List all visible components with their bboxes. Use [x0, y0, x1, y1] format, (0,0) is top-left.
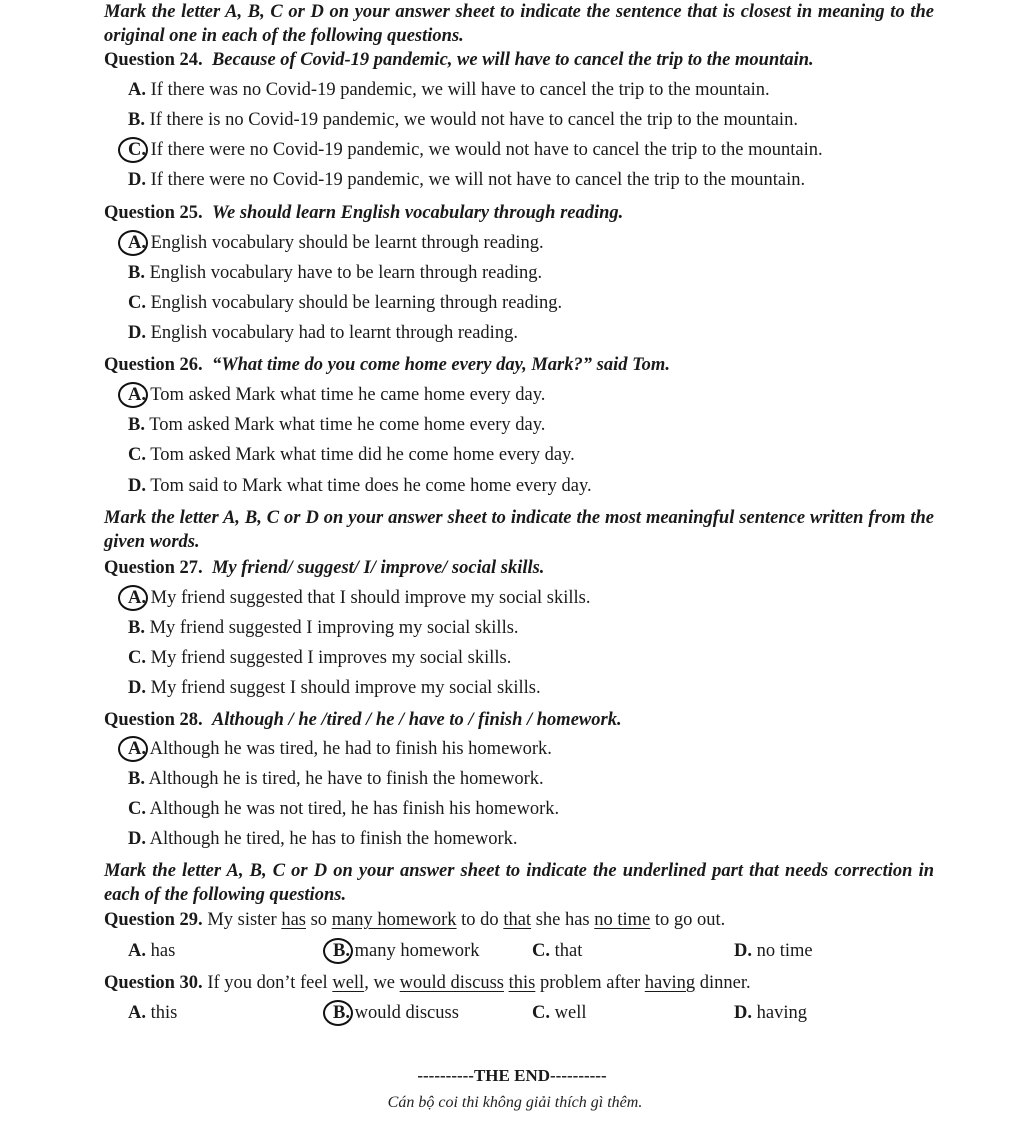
- option-letter: B.: [128, 263, 145, 283]
- q26-option-b[interactable]: [128, 413, 988, 437]
- q24-option-d[interactable]: [128, 168, 988, 192]
- q24-option-a[interactable]: [128, 78, 988, 102]
- option-text: no time: [756, 941, 813, 961]
- option-text: Although he tired, he has to finish the homework.: [149, 829, 518, 849]
- option-letter: C.: [128, 799, 146, 819]
- option-letter: D.: [128, 323, 146, 343]
- q28-option-b[interactable]: [128, 767, 988, 791]
- option-text: having: [756, 1003, 807, 1023]
- underlined-part-d: having: [644, 973, 696, 993]
- option-text: If there were no Covid-19 pandemic, we would not have to cancel the trip to the mountain.: [150, 140, 823, 160]
- option-text: My friend suggested I improving my social skills.: [149, 618, 519, 638]
- option-text: Although he was tired, he had to finish his homework.: [149, 739, 552, 759]
- answer-circle: [323, 938, 353, 964]
- question-stem: Although / he /tired / he / have to / finish / homework.: [211, 710, 622, 730]
- option-letter: B.: [128, 618, 145, 638]
- question-30: [104, 971, 984, 995]
- underlined-part-b: many homework: [331, 910, 457, 930]
- answer-circle: [118, 137, 148, 163]
- stem-text: she has: [531, 910, 595, 930]
- answer-circle: [118, 585, 148, 611]
- question-27: [104, 556, 984, 580]
- question-label: Question 26.: [104, 355, 203, 375]
- option-letter: D.: [128, 476, 146, 496]
- question-label: Question 30.: [104, 973, 203, 993]
- q28-option-a[interactable]: [128, 737, 988, 761]
- option-text: Tom asked Mark what time he came home every day.: [150, 385, 546, 405]
- q30-option-b[interactable]: [333, 1001, 459, 1025]
- underlined-part-c: well: [332, 973, 365, 993]
- q30-option-a[interactable]: [128, 1001, 177, 1025]
- option-text: well: [554, 1003, 587, 1023]
- q28-option-d[interactable]: [128, 827, 988, 851]
- option-letter: C.: [532, 941, 550, 961]
- option-letter: B.: [128, 415, 145, 435]
- q28-option-c[interactable]: [128, 797, 988, 821]
- option-letter: C.: [128, 648, 146, 668]
- question-28: [104, 708, 984, 732]
- underlined-part-b: would discuss: [399, 973, 504, 993]
- q26-option-c[interactable]: [128, 443, 988, 467]
- option-letter: C.: [128, 140, 146, 160]
- option-letter: C.: [128, 445, 146, 465]
- option-letter: D.: [128, 829, 146, 849]
- answer-circle: [323, 1000, 353, 1026]
- option-letter: A.: [128, 80, 146, 100]
- option-text: Although he was not tired, he has finish his homework.: [149, 799, 560, 819]
- question-label: Question 25.: [104, 203, 203, 223]
- stem-text: , we: [364, 973, 400, 993]
- option-text: Tom said to Mark what time does he come home every day.: [150, 476, 592, 496]
- q29-option-a[interactable]: [128, 939, 175, 963]
- question-label: Question 28.: [104, 710, 203, 730]
- stem-text: to go out.: [650, 910, 726, 930]
- option-letter: D.: [128, 678, 146, 698]
- option-text: this: [150, 1003, 178, 1023]
- q25-option-c[interactable]: [128, 291, 988, 315]
- option-letter: C.: [128, 293, 146, 313]
- option-letter: D.: [128, 170, 146, 190]
- option-text: English vocabulary should be learning through reading.: [150, 293, 563, 313]
- answer-circle: [118, 230, 148, 256]
- proctor-note: Cán bộ coi thi không giải thích gì thêm.: [387, 1094, 643, 1111]
- stem-text: My sister: [207, 910, 282, 930]
- instruction-correction: Mark the letter A, B, C or D on your answer sheet to indicate the underlined part that needs correction in each of the following questions.: [104, 861, 934, 905]
- underlined-part-a: has: [281, 910, 306, 930]
- option-letter: B.: [128, 769, 145, 789]
- option-text: English vocabulary should be learnt through reading.: [150, 233, 544, 253]
- instruction-closest-meaning: Mark the letter A, B, C or D on your answer sheet to indicate the sentence that is closest in meaning to the original one in each of the following questions.: [104, 2, 934, 46]
- question-24: [104, 48, 984, 72]
- option-text: My friend suggest I should improve my social skills.: [150, 678, 541, 698]
- question-label: Question 29.: [104, 910, 203, 930]
- q29-option-c[interactable]: [532, 939, 582, 963]
- q30-option-c[interactable]: [532, 1001, 586, 1025]
- q24-option-b[interactable]: [128, 108, 988, 132]
- option-letter: D.: [734, 941, 752, 961]
- option-letter: B.: [128, 110, 145, 130]
- q24-option-c[interactable]: [128, 138, 988, 162]
- option-text: Although he is tired, he have to finish the homework.: [148, 769, 544, 789]
- q26-option-d[interactable]: [128, 474, 988, 498]
- instruction-meaningful-sentence: Mark the letter A, B, C or D on your answer sheet to indicate the most meaningful sentence written from the given words.: [104, 508, 934, 552]
- question-label: Question 27.: [104, 558, 203, 578]
- question-26: [104, 353, 984, 377]
- stem-text: dinner.: [695, 973, 751, 993]
- question-label: Question 24.: [104, 50, 203, 70]
- option-letter: C.: [532, 1003, 550, 1023]
- q25-option-d[interactable]: [128, 321, 988, 345]
- option-text: If there was no Covid-19 pandemic, we will have to cancel the trip to the mountain.: [150, 80, 770, 100]
- option-text: If there were no Covid-19 pandemic, we will not have to cancel the trip to the mountain.: [150, 170, 806, 190]
- q27-option-c[interactable]: [128, 646, 988, 670]
- option-letter: A.: [128, 941, 146, 961]
- option-text: My friend suggested that I should improve my social skills.: [150, 588, 591, 608]
- option-text: English vocabulary have to be learn through reading.: [149, 263, 543, 283]
- option-text: that: [554, 941, 583, 961]
- option-text: If there is no Covid-19 pandemic, we would not have to cancel the trip to the mountain.: [149, 110, 798, 130]
- option-text: would discuss: [354, 1003, 459, 1023]
- q25-option-b[interactable]: [128, 261, 988, 285]
- q27-option-b[interactable]: [128, 616, 988, 640]
- underlined-part-c: that: [503, 910, 532, 930]
- question-stem: “What time do you come home every day, Mark?” said Tom.: [211, 355, 670, 375]
- stem-text: If you don’t feel: [207, 973, 333, 993]
- option-letter: B.: [333, 941, 350, 961]
- stem-text: so: [305, 910, 332, 930]
- option-letter: B.: [333, 1003, 350, 1023]
- option-text: Tom asked Mark what time did he come home every day.: [150, 445, 575, 465]
- option-letter: D.: [734, 1003, 752, 1023]
- question-29: [104, 908, 984, 932]
- q26-option-a[interactable]: [128, 383, 988, 407]
- option-text: many homework: [354, 941, 480, 961]
- option-letter: A.: [128, 588, 146, 608]
- option-text: Tom asked Mark what time he come home every day.: [149, 415, 546, 435]
- option-text: English vocabulary had to learnt through reading.: [150, 323, 518, 343]
- q27-option-d[interactable]: [128, 676, 988, 700]
- question-stem: Because of Covid-19 pandemic, we will have to cancel the trip to the mountain.: [211, 50, 814, 70]
- answer-circle: [118, 736, 148, 762]
- answer-circle: [118, 382, 148, 408]
- q29-option-d[interactable]: [734, 939, 813, 963]
- underlined-part-a: this: [508, 973, 536, 993]
- the-end-marker: ----------THE END----------: [417, 1066, 607, 1085]
- question-stem: My friend/ suggest/ I/ improve/ social skills.: [211, 558, 545, 578]
- q27-option-a[interactable]: [128, 586, 988, 610]
- option-text: has: [150, 941, 176, 961]
- option-letter: A.: [128, 233, 146, 253]
- option-letter: A.: [128, 739, 146, 759]
- underlined-part-d: no time: [594, 910, 651, 930]
- option-letter: A.: [128, 1003, 146, 1023]
- q29-option-b[interactable]: [333, 939, 479, 963]
- question-25: [104, 201, 984, 225]
- option-letter: A.: [128, 385, 146, 405]
- question-stem: We should learn English vocabulary through reading.: [211, 203, 624, 223]
- stem-text: problem after: [535, 973, 645, 993]
- q30-option-d[interactable]: [734, 1001, 807, 1025]
- option-text: My friend suggested I improves my social skills.: [150, 648, 512, 668]
- q25-option-a[interactable]: [128, 231, 988, 255]
- stem-text: to do: [456, 910, 504, 930]
